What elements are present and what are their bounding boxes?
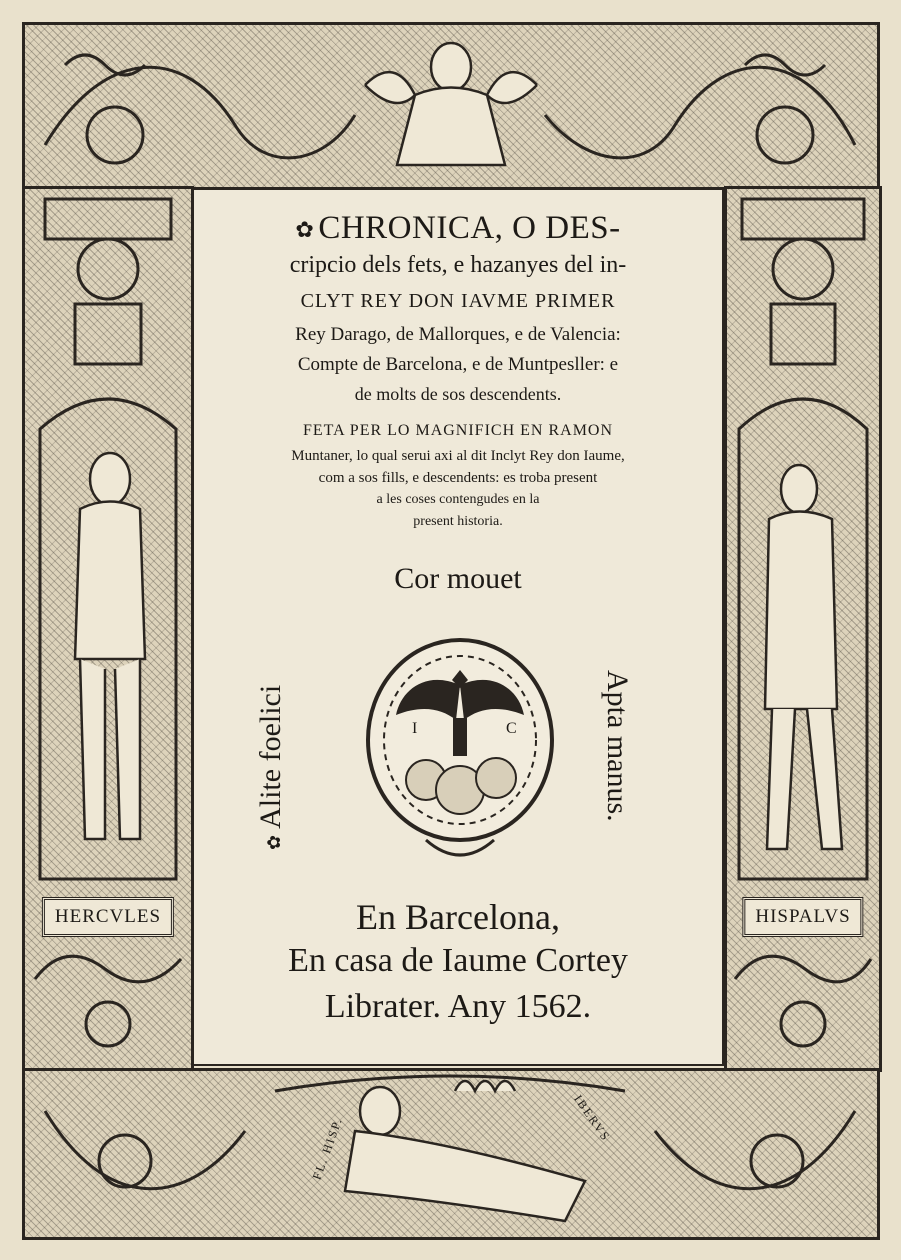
hercules-label: HERCVLES [42, 897, 174, 937]
author-line-5: present historia. [413, 514, 503, 529]
river-label-iberus: IBERVS [571, 1092, 614, 1145]
bottom-woodcut-border [22, 1068, 880, 1240]
author-line-4: a les coses contengudes en la [376, 492, 540, 507]
hispalus-figure [765, 465, 842, 849]
hispalus-illustration [727, 189, 879, 1069]
hercules-figure [75, 453, 145, 839]
motto-left [254, 685, 288, 850]
river-god-illustration [25, 1071, 877, 1237]
motto-left-text: Alite foelici [254, 684, 287, 829]
hispalus-label: HISPALVS [742, 897, 863, 937]
device-letter-c: C [506, 720, 517, 737]
imprint-line-3: Librater. Any 1562. [324, 988, 592, 1025]
left-pillar-border [22, 186, 194, 1072]
hercules-illustration [25, 189, 191, 1069]
author-line-2: Muntaner, lo qual serui axi al dit Inclyt Rey don Iaume, [291, 448, 625, 464]
author-line-3: com a sos fills, e descendents: es troba present [318, 470, 598, 486]
fleuron-icon: ✿ [295, 217, 315, 243]
title-line-1 [194, 210, 722, 247]
right-pillar-border [724, 186, 882, 1072]
title-line-4: Rey Darago, de Mallorques, e de Valencia: [295, 324, 621, 345]
title-line-1-text: CHRONICA, O DES- [318, 210, 621, 246]
motto-top: Cor mouet [394, 562, 522, 595]
device-letter-i: I [412, 720, 418, 737]
printers-device [356, 630, 564, 885]
title-line-5: Compte de Barcelona, e de Muntpesller: e [297, 354, 619, 375]
title-line-6: de molts de sos descendents. [354, 384, 562, 404]
title-panel [192, 188, 724, 1066]
imprint-line-1: En Barcelona, [356, 897, 560, 937]
top-band-illustration [25, 25, 877, 187]
top-woodcut-border [22, 22, 880, 190]
title-line-2: cripcio dels fets, e hazanyes del in- [289, 252, 627, 278]
motto-right: Apta manus. [601, 670, 634, 822]
fleuron-icon: ✿ [264, 834, 284, 850]
seated-god-figure [365, 43, 537, 165]
author-line-1: FETA PER LO MAGNIFICH EN RAMON [302, 422, 614, 439]
imprint-line-2: En casa de Iaume Cortey [288, 942, 628, 979]
reclining-river-god [345, 1081, 585, 1221]
eagle-wreath-icon [356, 630, 564, 880]
title-line-3: CLYT REY DON IAVME PRIMER [300, 290, 616, 312]
river-label-hisp: FL. HISP. [309, 1115, 346, 1182]
